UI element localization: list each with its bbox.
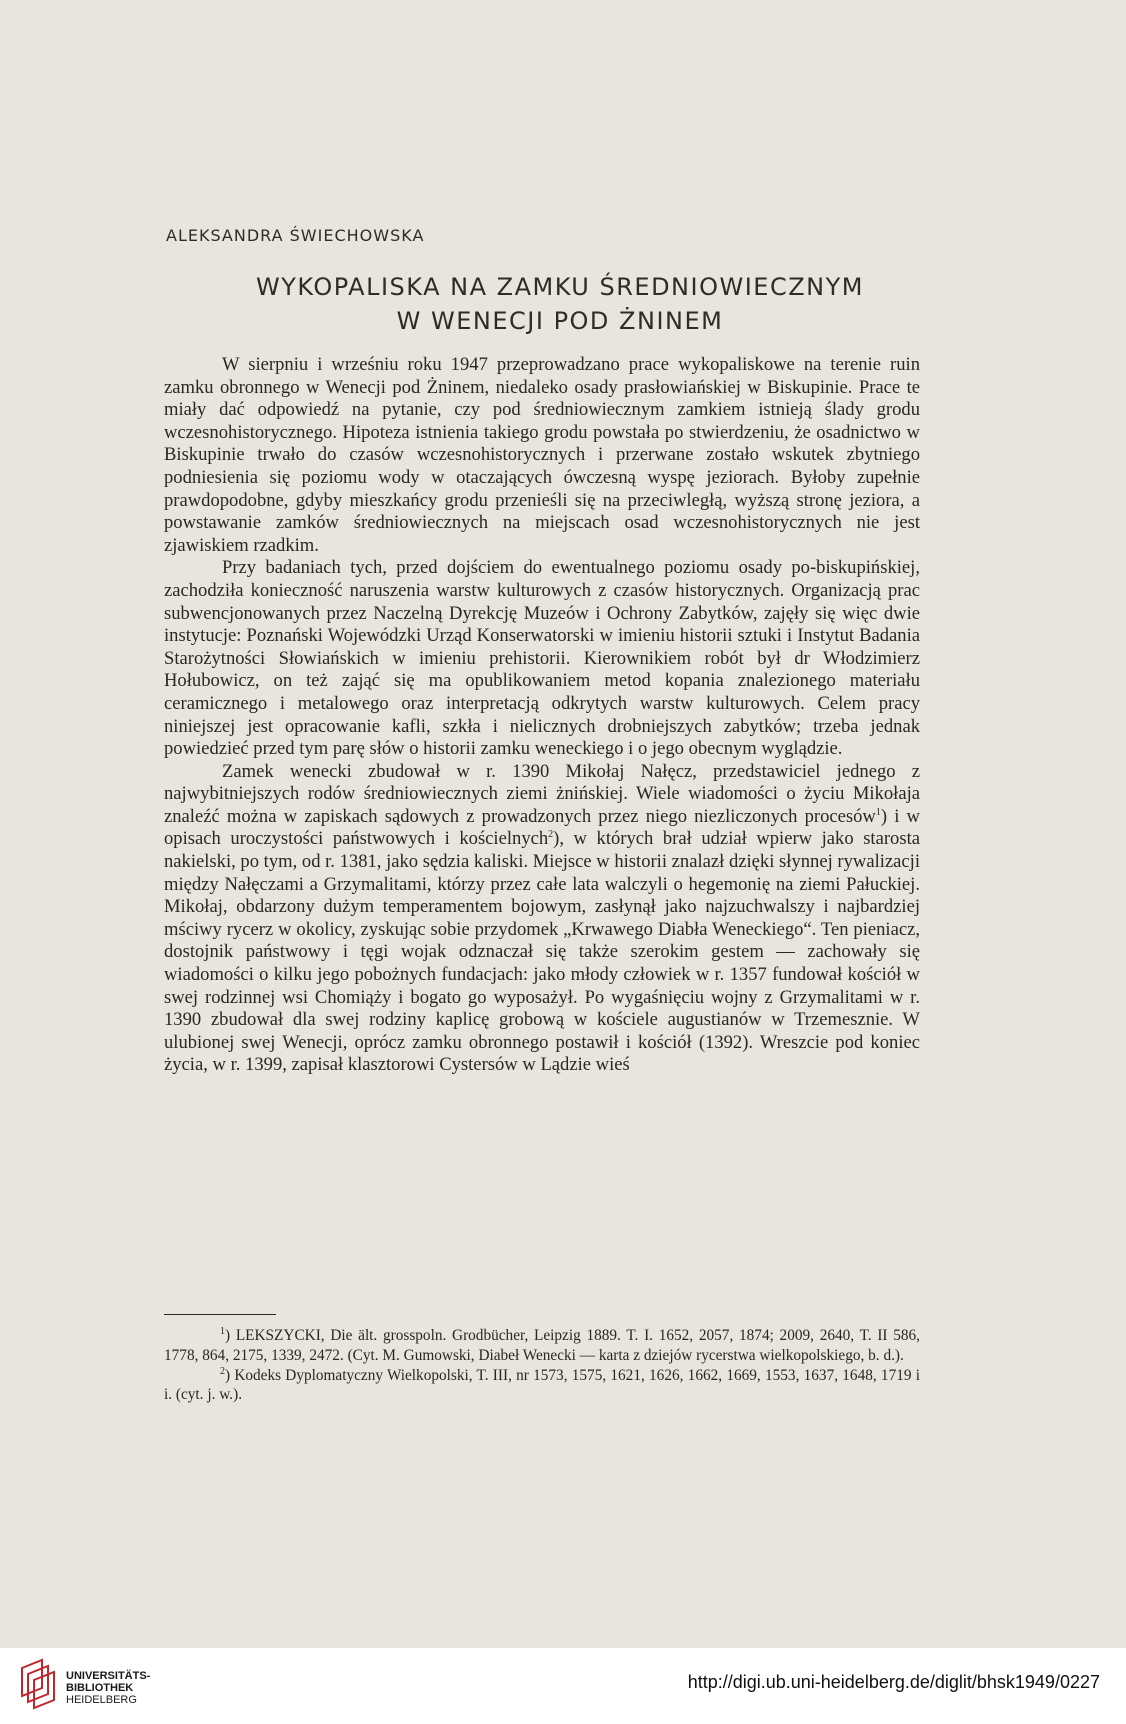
paragraph-3 xyxy=(164,761,920,1077)
title-line-2: W WENECJI POD ŻNINEM xyxy=(396,307,724,335)
library-line-2: BIBLIOTHEK xyxy=(66,1682,134,1694)
article-title xyxy=(140,270,980,338)
author-name: ALEKSANDRA ŚWIECHOWSKA xyxy=(166,226,425,245)
paragraph-3-part-a: Zamek wenecki zbudował w r. 1390 Mikołaj Nałęcz, przedstawiciel jednego z najwybitniejszych rodów średniowiecznych ziemi żnińskiej. Wiele wiadomości o życiu Mikołaja znaleźć można w zapiskach sądowych z prowadzonych przez niego niezliczonych procesów xyxy=(164,760,920,827)
footnote-2-mark: 2 xyxy=(220,1365,225,1377)
footnote-ref-1: 1 xyxy=(875,806,881,818)
paragraph-2: Przy badaniach tych, przed dojściem do ewentualnego poziomu osady po-biskupińskiej, zachodziła konieczność naruszenia warstw kulturowych z czasów historycznych. Organizacją prac subwencjonowanych przez Naczelną Dyrekcję Muzeów i Ochrony Zabytków, zajęły się więc dwie instytucje: Poznański Wojewódzki Urząd Konserwatorski w imieniu historii sztuki i Instytut Badania Starożytności Słowiańskich w imieniu prehistorii. Kierownikiem robót był dr Włodzimierz Hołubowicz, on też zająć się ma opublikowaniem metod kopania znalezionego materiału ceramicznego i metalowego oraz interpretacją odkrytych warstw kulturowych. Celem pracy niniejszej jest opracowanie kafli, szkła i nielicznych drobniejszych zabytków; trzeba jednak powiedzieć przed tym parę słów o historii zamku weneckiego i o jego obecnym wyglądzie. xyxy=(164,557,920,760)
footnotes xyxy=(164,1326,920,1405)
library-logo-icon[interactable] xyxy=(18,1658,62,1712)
footnote-2 xyxy=(164,1366,920,1406)
footnote-1-text: ) LEKSZYCKI, Die ält. grosspoln. Grodbücher, Leipzig 1889. T. I. 1652, 2057, 1874; 2009, 2640, T. II 586, 1778, 864, 2175, 1339, 2472. (Cyt. M. Gumowski, Diabeł Wenecki — karta z dziejów rycerstwa wielkopolskiego, b. d.). xyxy=(164,1327,920,1364)
footnote-1-mark: 1 xyxy=(220,1325,225,1337)
permalink-url[interactable]: http://digi.ub.uni-heidelberg.de/diglit/bhsk1949/0227 xyxy=(687,1672,1100,1692)
footnote-divider xyxy=(164,1314,276,1315)
footnote-1 xyxy=(164,1326,920,1366)
article-body xyxy=(164,354,920,1077)
title-line-1: WYKOPALISKA NA ZAMKU ŚREDNIOWIECZNYM xyxy=(256,273,864,301)
library-name xyxy=(66,1670,150,1706)
paragraph-3-part-b: ) i w opisach uroczystości państwowych i kościelnych xyxy=(164,805,920,850)
footnote-2-text: ) Kodeks Dyplomatyczny Wielkopolski, T. III, nr 1573, 1575, 1621, 1626, 1662, 1669, 1553, 1637, 1648, 1719 i i. (cyt. j. w.). xyxy=(164,1366,920,1404)
paragraph-1: W sierpniu i wrześniu roku 1947 przeprowadzano prace wykopaliskowe na terenie ruin zamku obronnego w Wenecji pod Żninem, niedaleko osady prasłowiańskiej w Biskupinie. Prace te miały dać odpowiedź na pytanie, czy pod średniowiecznym zamkiem istnieją ślady grodu wczesnohistorycznego. Hipoteza istnienia takiego grodu powstała po stwierdzeniu, że osadnictwo w Biskupinie trwało do czasów wczesnohistorycznych i przerwane zostało wskutek zbytniego podniesienia się poziomu wody w otaczających ówczesną wyspę jeziorach. Byłoby zupełnie prawdopodobne, gdyby mieszkańcy grodu przenieśli się na przeciwległą, wyższą stronę jeziora, a powstawanie zamków średniowiecznych na miejscach osad wczesnohistorycznych nie jest zjawiskiem rzadkim. xyxy=(164,354,920,556)
library-line-1: UNIVERSITÄTS- xyxy=(66,1670,151,1682)
footnote-ref-2: 2 xyxy=(548,829,554,841)
footer-bar xyxy=(0,1648,1126,1724)
library-line-3: HEIDELBERG xyxy=(66,1694,137,1706)
paragraph-3-part-c: ), w których brał udział wpierw jako starosta nakielski, po tym, od r. 1381, jako sędzia kaliski. Miejsce w historii znalazł dzięki słynnej rywalizacji między Nałęczami a Grzymalitami, którzy przez całe lata walczyli o hegemonię na ziemi Pałuckiej. Mikołaj, obdarzony dużym temperamentem bojowym, zasłynął jako najzuchwalszy i najbardziej mściwy rycerz w okolicy, zyskując sobie przydomek „Krwawego Diabła Weneckiego“. Ten pieniacz, dostojnik państwowy i tęgi wojak odznaczał się także szerokim gestem — zachowały się wiadomości o kilku jego pobożnych fundacjach: jako młody człowiek w r. 1357 fundował kościół w swej rodzinnej wsi Chomiąży i bogato go wyposażył. Po wygaśnięciu wojny z Grzymalitami w r. 1390 zbudował dla swej rodziny kaplicę grobową w kościele augustianów w Trzemesznie. W ulubionej swej Wenecji, oprócz zamku obronnego postawił i kościół (1392). Wreszcie pod koniec życia, w r. 1399, zapisał klasztorowi Cystersów w Lądzie wieś xyxy=(164,828,920,1076)
